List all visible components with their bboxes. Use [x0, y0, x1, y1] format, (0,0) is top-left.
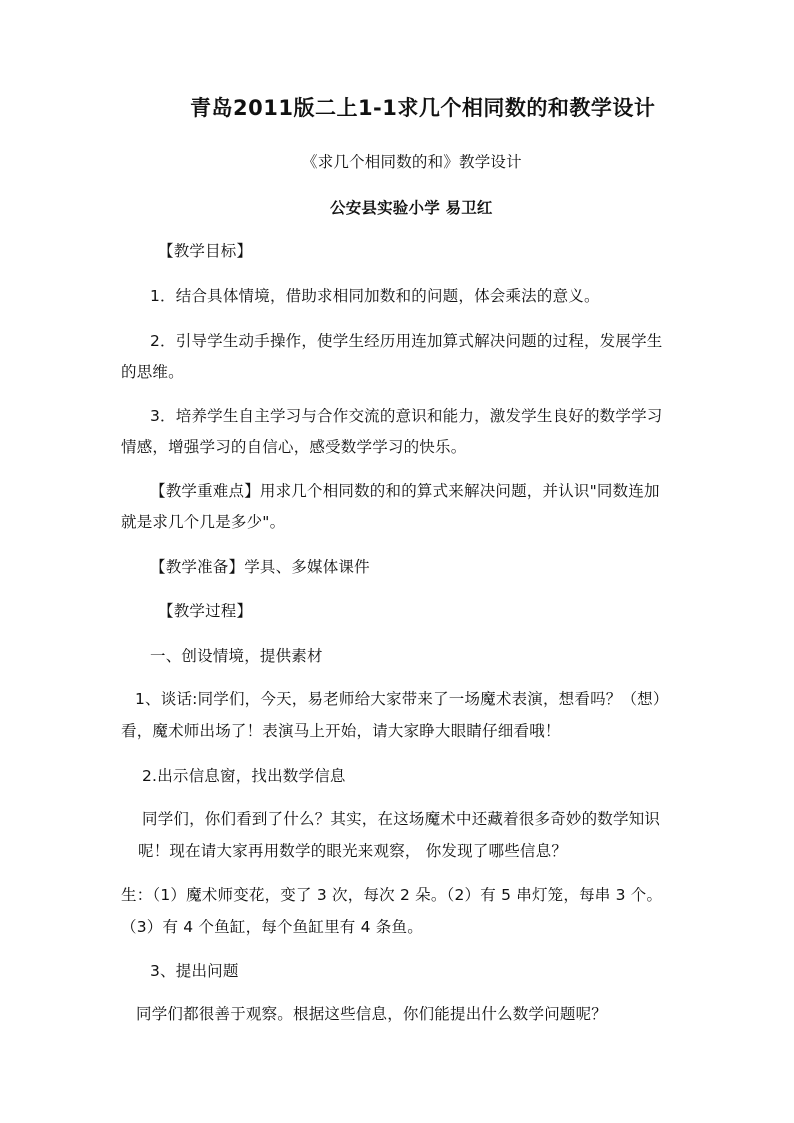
- objective-item-2-line2: 的思维。: [121, 363, 184, 381]
- answer-line1: 生：（1）魔术师变花，变了 3 次，每次 2 朵。（2）有 5 串灯笼，每串 3 个。: [121, 886, 663, 904]
- objective-item-1: 1．结合具体情境，借助求相同加数和的问题，体会乘法的意义。: [150, 287, 600, 305]
- keypoints-line2: 就是求几个几是多少"。: [121, 513, 286, 531]
- step-2-heading: 2.出示信息窗，找出数学信息: [142, 767, 346, 785]
- keypoints-line1: 【教学重难点】用求几个相同数的和的算式来解决问题，并认识"同数连加: [150, 482, 660, 500]
- answer-line2: （3）有 4 个鱼缸，每个鱼缸里有 4 条鱼。: [121, 918, 423, 936]
- process-heading: 【教学过程】: [158, 602, 253, 620]
- section-1-heading: 一、创设情境，提供素材: [150, 647, 323, 665]
- document-title: 青岛2011版二上1-1求几个相同数的和教学设计: [190, 96, 656, 120]
- objective-item-3-line2: 情感，增强学习的自信心，感受数学学习的快乐。: [121, 438, 467, 456]
- author-line: 公安县实验小学 易卫红: [330, 199, 493, 217]
- preparation-line: 【教学准备】学具、多媒体课件: [150, 558, 370, 576]
- step-3-text: 同学们都很善于观察。根据这些信息，你们能提出什么数学问题呢？: [136, 1005, 608, 1023]
- objective-item-2-line1: 2．引导学生动手操作，使学生经历用连加算式解决问题的过程，发展学生: [150, 332, 663, 350]
- talk-line1: 1、谈话:同学们，今天，易老师给大家带来了一场魔术表演，想看吗？（想）: [135, 690, 669, 708]
- talk-line2: 看，魔术师出场了！表演马上开始，请大家睁大眼睛仔细看哦！: [121, 722, 561, 740]
- objectives-heading: 【教学目标】: [158, 242, 253, 260]
- step-3-heading: 3、提出问题: [150, 962, 239, 980]
- document-subtitle: 《求几个相同数的和》教学设计: [302, 153, 522, 171]
- objective-item-3-line1: 3．培养学生自主学习与合作交流的意识和能力，激发学生良好的数学学习: [150, 407, 663, 425]
- ask-line2: 呢！现在请大家再用数学的眼光来观察， 你发现了哪些信息？: [138, 842, 568, 860]
- ask-line1: 同学们，你们看到了什么？其实，在这场魔术中还藏着很多奇妙的数学知识: [142, 810, 661, 828]
